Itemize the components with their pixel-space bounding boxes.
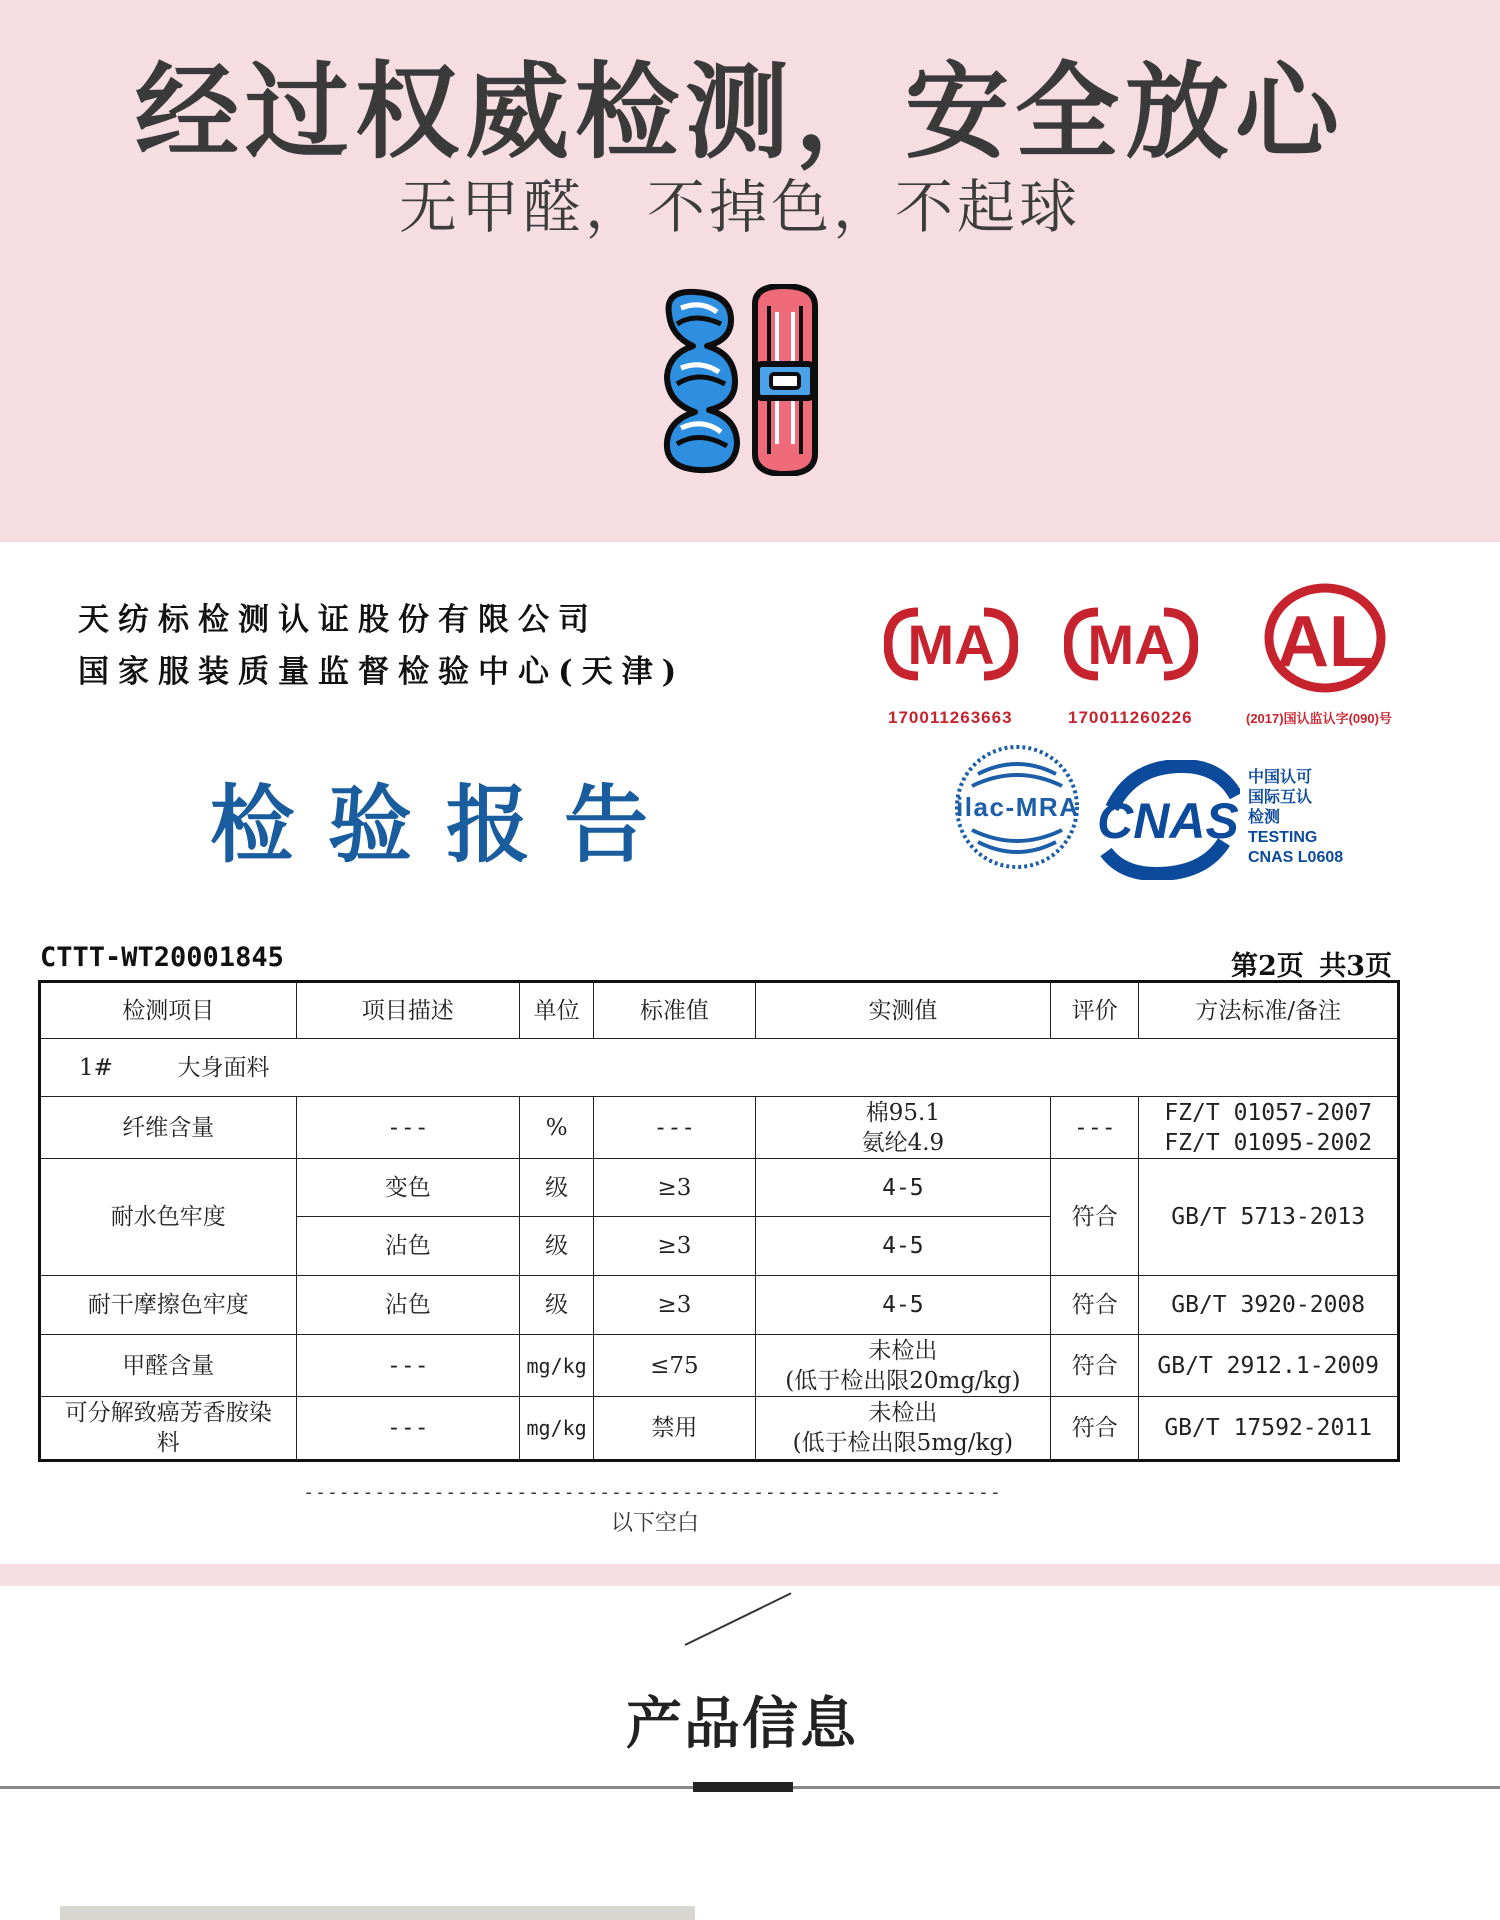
section-row — [40, 1039, 1399, 1097]
cell-eval: 符合 — [1051, 1276, 1139, 1335]
cma-code-1: 170011263663 — [888, 708, 1013, 727]
cell-unit: 级 — [520, 1217, 594, 1276]
hero-subtitle: 无甲醛，不掉色，不起球 — [398, 173, 1081, 241]
cell-value: 4-5 — [755, 1159, 1051, 1217]
report-title: 检验报告 — [210, 775, 683, 874]
cell-item: 耐水色牢度 — [40, 1159, 297, 1276]
cell-value-line: 氨纶4.9 — [861, 1129, 945, 1156]
svg-text:MA: MA — [907, 613, 995, 676]
cell-item: 耐干摩擦色牢度 — [40, 1276, 297, 1335]
issuer-center: 国家服装质量监督检验中心(天津) — [78, 654, 686, 690]
cell-desc: --- — [296, 1097, 519, 1159]
svg-text:AL: AL — [1277, 602, 1373, 682]
cnas-logo-icon — [1096, 760, 1240, 880]
cell-standard: --- — [594, 1097, 755, 1159]
cell-method: GB/T 5713-2013 — [1139, 1159, 1399, 1276]
cell-value-line: 未检出 — [868, 1400, 938, 1426]
cell-value-line: (低于检出限5mg/kg) — [792, 1430, 1014, 1456]
cnas-line: CNAS L0608 — [1248, 849, 1344, 866]
cell-standard: 禁用 — [594, 1397, 755, 1461]
svg-text:CNAS: CNAS — [1097, 793, 1239, 849]
title-rule-accent — [693, 1782, 793, 1792]
cell-value-line: (低于检出限20mg/kg) — [785, 1367, 1021, 1394]
cnas-line: 检测 — [1248, 809, 1281, 826]
cell-method: GB/T 17592-2011 — [1139, 1397, 1399, 1461]
table-header-row — [40, 982, 1399, 1039]
svg-text:MA: MA — [1087, 613, 1175, 676]
cal-logo-icon — [1262, 582, 1388, 698]
cell-value-line: 未检出 — [868, 1337, 938, 1364]
cell-unit: mg/kg — [520, 1335, 594, 1397]
column-header: 单位 — [520, 982, 594, 1039]
cal-code: (2017)国认监认字(090)号 — [1246, 711, 1392, 726]
issuer-names — [78, 594, 685, 698]
cell-eval: 符合 — [1051, 1397, 1139, 1461]
table-row — [40, 1159, 1399, 1217]
cell-method — [1139, 1097, 1399, 1159]
cell-value: 4-5 — [755, 1217, 1051, 1276]
yarn-skeins-icon — [655, 284, 835, 476]
end-note: 以下空白 — [610, 1511, 699, 1536]
cma-logo-icon — [884, 604, 1018, 684]
cell-item: 甲醛含量 — [40, 1335, 297, 1397]
table-row — [40, 1397, 1399, 1461]
cell-method: GB/T 3920-2008 — [1139, 1276, 1399, 1335]
section-cell — [40, 1039, 1399, 1097]
cell-item: 纤维含量 — [40, 1097, 297, 1159]
column-header: 评价 — [1051, 982, 1139, 1039]
table-row — [40, 1335, 1399, 1397]
cell-item-line: 料 — [156, 1430, 180, 1456]
cell-eval: 符合 — [1051, 1159, 1139, 1276]
cell-desc: --- — [296, 1335, 519, 1397]
cell-desc: 沾色 — [296, 1276, 519, 1335]
cell-eval: --- — [1051, 1097, 1139, 1159]
cell-value — [755, 1397, 1051, 1461]
cnas-line: 国际互认 — [1248, 789, 1313, 806]
product-photo — [60, 1906, 695, 1920]
column-header: 项目描述 — [296, 982, 519, 1039]
column-header: 标准值 — [594, 982, 755, 1039]
svg-text:ilac-MRA: ilac-MRA — [956, 792, 1078, 822]
cell-method: GB/T 2912.1-2009 — [1139, 1335, 1399, 1397]
cell-item — [40, 1397, 297, 1461]
cell-value-line: 棉95.1 — [865, 1099, 940, 1126]
cell-method-line: FZ/T 01057-2007 — [1164, 1099, 1373, 1126]
cell-unit: % — [520, 1097, 594, 1159]
hero-title: 经过权威检测，安全放心 — [134, 51, 1345, 173]
hero-banner — [0, 0, 1500, 542]
cell-value — [755, 1335, 1051, 1397]
cell-desc: 变色 — [296, 1159, 519, 1217]
section-separator — [0, 1564, 1500, 1586]
cell-unit: 级 — [520, 1159, 594, 1217]
page-info: 第2页 共3页 — [1231, 951, 1392, 982]
cell-standard: ≥3 — [594, 1159, 755, 1217]
product-info-title: 产品信息 — [626, 1692, 858, 1757]
ilac-mra-logo-icon — [952, 736, 1082, 878]
cnas-line: 中国认可 — [1248, 769, 1313, 786]
cell-desc: 沾色 — [296, 1217, 519, 1276]
cell-item-line: 可分解致癌芳香胺染 — [64, 1400, 272, 1426]
column-header: 方法标准/备注 — [1139, 982, 1399, 1039]
cell-method-line: FZ/T 01095-2002 — [1164, 1129, 1373, 1156]
cell-eval: 符合 — [1051, 1335, 1139, 1397]
table-row — [40, 1276, 1399, 1335]
inspection-report — [0, 542, 1500, 1564]
cnas-line: TESTING — [1248, 829, 1318, 846]
issuer-company: 天纺标检测认证股份有限公司 — [78, 602, 598, 638]
cell-unit: mg/kg — [520, 1397, 594, 1461]
cnas-side-text — [1248, 768, 1378, 868]
cell-desc: --- — [296, 1397, 519, 1461]
section-number: 1# — [79, 1054, 113, 1081]
cell-standard: ≥3 — [594, 1217, 755, 1276]
cell-standard: ≤75 — [594, 1335, 755, 1397]
cma-code-2: 170011260226 — [1068, 708, 1193, 727]
column-header: 实测值 — [755, 982, 1051, 1039]
cma-logo-icon — [1064, 604, 1198, 684]
table-row — [40, 1097, 1399, 1159]
report-number: CTTT-WT20001845 — [40, 942, 284, 973]
column-header: 检测项目 — [40, 982, 297, 1039]
end-divider: ----------------------------------------------------------- — [303, 1482, 1002, 1503]
cell-value — [755, 1097, 1051, 1159]
section-name: 大身面料 — [177, 1054, 270, 1081]
test-results-table — [38, 980, 1400, 1462]
cell-value: 4-5 — [755, 1276, 1051, 1335]
cell-standard: ≥3 — [594, 1276, 755, 1335]
cell-unit: 级 — [520, 1276, 594, 1335]
